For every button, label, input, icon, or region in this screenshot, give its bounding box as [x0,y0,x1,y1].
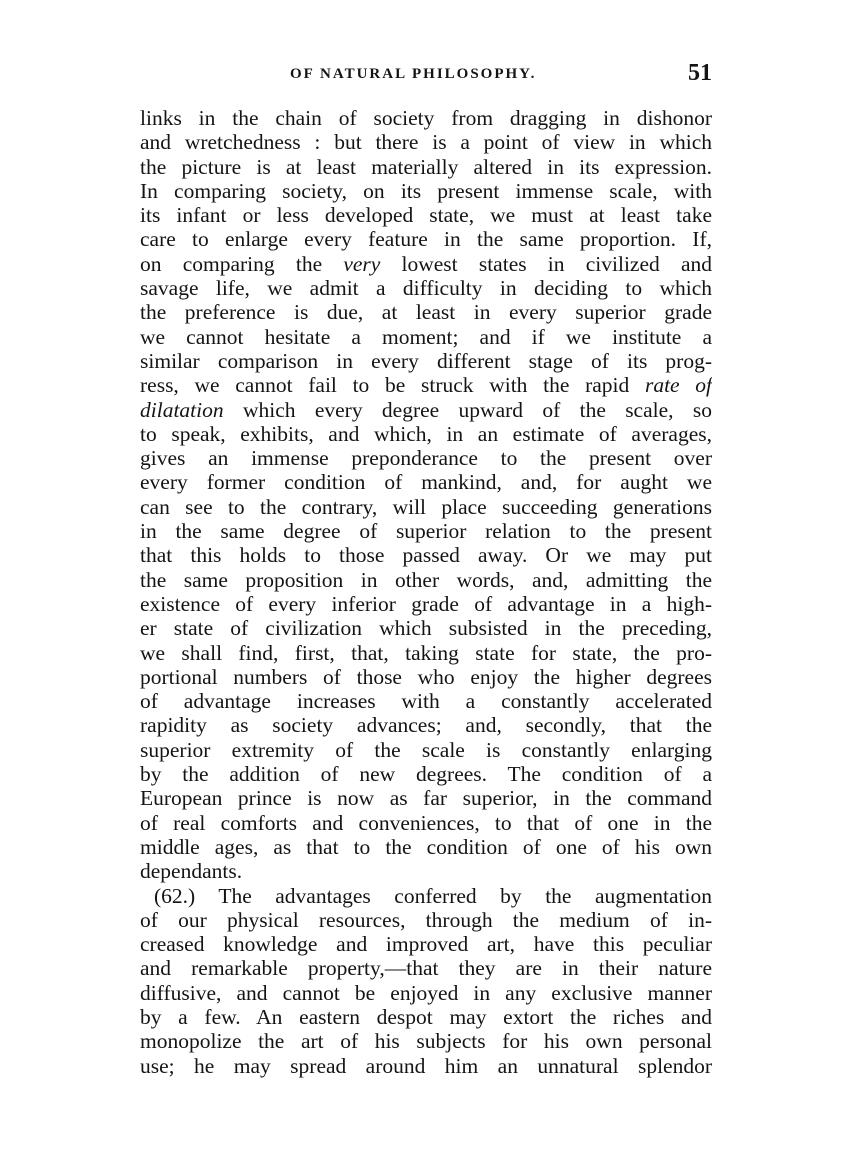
text-line: superior extremity of the scale is constantly enlarging [140,737,712,762]
text-line: and remarkable property,—that they are in their nature [140,956,712,981]
text-line: creased knowledge and improved art, have this peculiar [140,932,712,957]
text-line: European prince is now as far superior, in the command [140,786,712,811]
text-line: the picture is at least materially altered in its expression. [140,154,712,179]
text-line: links in the chain of society from dragging in dishonor [140,106,712,130]
italic-text: rate of [644,373,712,398]
text-line: we shall find, first, that, taking state for state, the pro- [140,640,712,665]
text-line: that this holds to those passed away. Or we may put [140,543,712,568]
page-number: 51 [688,60,712,86]
text-line: existence of every inferior grade of advantage in a high- [140,591,712,616]
text-line: of advantage increases with a constantly accelerated [140,689,712,714]
text-line: In comparing society, on its present immense scale, with [140,178,712,203]
running-head [140,60,712,90]
text-line: ress, we cannot fail to be struck with the rapid rate of [140,373,712,398]
text-line: can see to the contrary, will place succeeding generations [140,494,712,519]
text-line: middle ages, as that to the condition of one of his own [140,834,712,859]
text-line: er state of civilization which subsisted in the preceding, [140,616,712,641]
text-line: portional numbers of those who enjoy the higher degrees [140,664,712,689]
text-line: by the addition of new degrees. The condition of a [140,762,712,787]
text-line: we cannot hesitate a moment; and if we institute a [140,324,712,349]
text-line: of real comforts and conveniences, to that of one in the [140,810,712,835]
text-line: dilatation which every degree upward of the scale, so [140,397,712,422]
text-line: to speak, exhibits, and which, in an estimate of averages, [140,421,712,446]
text-line: every former condition of mankind, and, for aught we [140,470,712,495]
text-line: monopolize the art of his subjects for his own personal [140,1029,712,1054]
text-line: rapidity as society advances; and, secondly, that the [140,713,712,738]
running-title: OF NATURAL PHILOSOPHY. [290,66,537,82]
text-line: and wretchedness : but there is a point of view in which [140,130,712,155]
italic-text: very [343,251,381,276]
text-line: the preference is due, at least in every superior grade [140,300,712,325]
text-line: its infant or less developed state, we must at least take [140,203,712,228]
text-line: gives an immense preponderance to the present over [140,446,712,471]
text-line: the same proposition in other words, and, admitting the [140,567,712,592]
italic-text: dilatation [140,397,224,422]
text-line: (62.) The advantages conferred by the augmentation [154,883,712,908]
text-line: savage life, we admit a difficulty in deciding to which [140,276,712,301]
text-line: similar comparison in every different stage of its prog- [140,348,712,373]
text-line: by a few. An eastern despot may extort the riches and [140,1004,712,1029]
text-line: use; he may spread around him an unnatural splendor [140,1053,712,1078]
text-line: diffusive, and cannot be enjoyed in any exclusive manner [140,980,712,1005]
body-text [140,106,712,1078]
text-line: care to enlarge every feature in the same proportion. If, [140,227,712,252]
text-line: on comparing the very lowest states in civilized and [140,251,712,276]
text-line: in the same degree of superior relation to the present [140,519,712,544]
text-line: dependants. [140,859,243,884]
text-line: of our physical resources, through the medium of in- [140,907,712,932]
